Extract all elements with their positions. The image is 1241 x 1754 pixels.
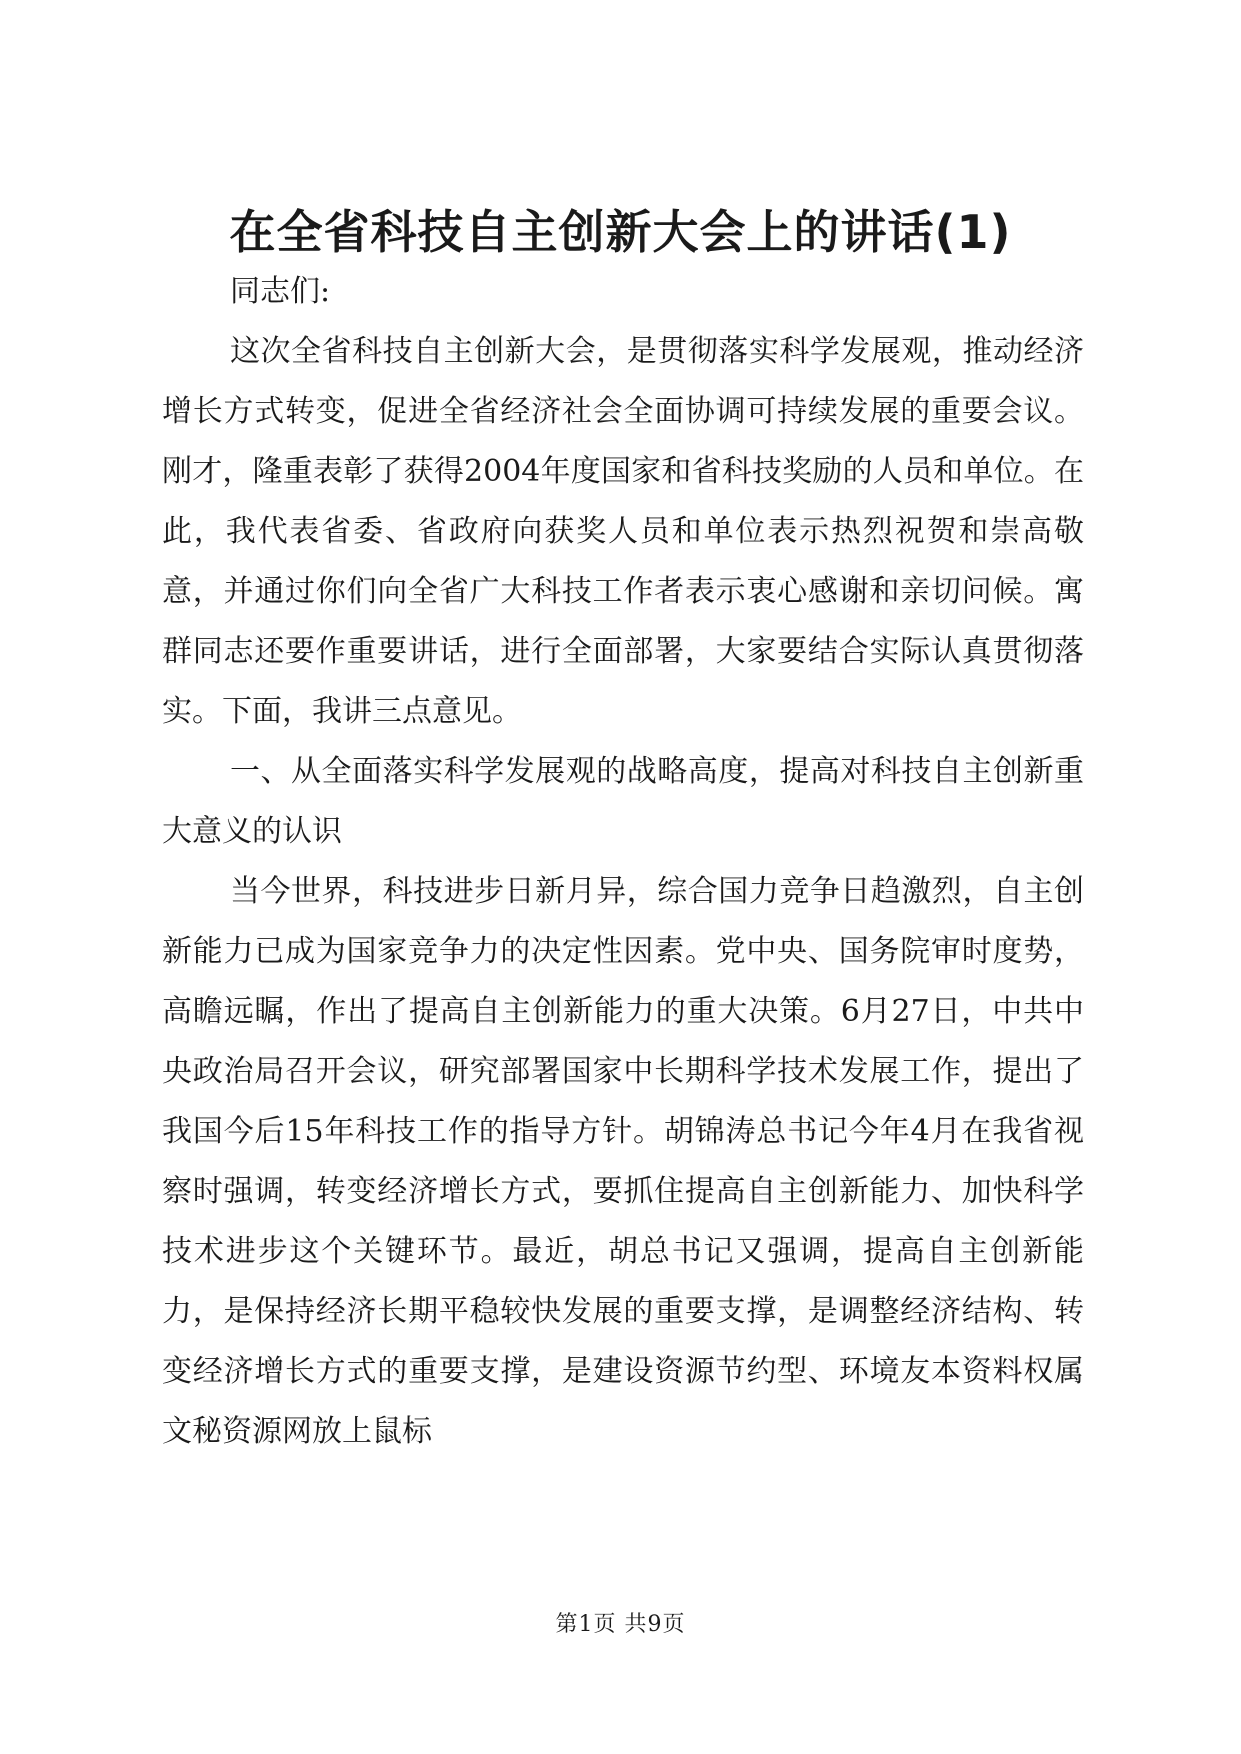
page-number-footer: 第1页 共9页 xyxy=(555,1612,686,1637)
document-body xyxy=(162,262,1084,1462)
paragraph: 当今世界，科技进步日新月异，综合国力竞争日趋激烈，自主创新能力已成为国家竞争力的决定性因素。党中央、国务院审时度势，高瞻远瞩，作出了提高自主创新能力的重大决策。6月27日，中共中央政治局召开会议，研究部署国家中长期科学技术发展工作，提出了我国今后15年科技工作的指导方针。胡锦涛总书记今年4月在我省视察时强调，转变经济增长方式，要抓住提高自主创新能力、加快科学技术进步这个关键环节。最近，胡总书记又强调，提高自主创新能力，是保持经济长期平稳较快发展的重要支撑，是调整经济结构、转变经济增长方式的重要支撑，是建设资源节约型、环境友本资料权属文秘资源网放上鼠标 xyxy=(162,874,1084,1449)
document-title: 在全省科技自主创新大会上的讲话(1) xyxy=(229,205,1012,259)
salutation: 同志们: xyxy=(230,274,331,309)
paragraph: 这次全省科技自主创新大会，是贯彻落实科学发展观，推动经济增长方式转变，促进全省经济社会全面协调可持续发展的重要会议。刚才，隆重表彰了获得2004年度国家和省科技奖励的人员和单位。在此，我代表省委、省政府向获奖人员和单位表示热烈祝贺和崇高敬意，并通过你们向全省广大科技工作者表示衷心感谢和亲切问候。寓群同志还要作重要讲话，进行全面部署，大家要结合实际认真贯彻落实。下面，我讲三点意见。 xyxy=(162,334,1084,729)
section-heading: 一、从全面落实科学发展观的战略高度，提高对科技自主创新重大意义的认识 xyxy=(162,754,1084,849)
